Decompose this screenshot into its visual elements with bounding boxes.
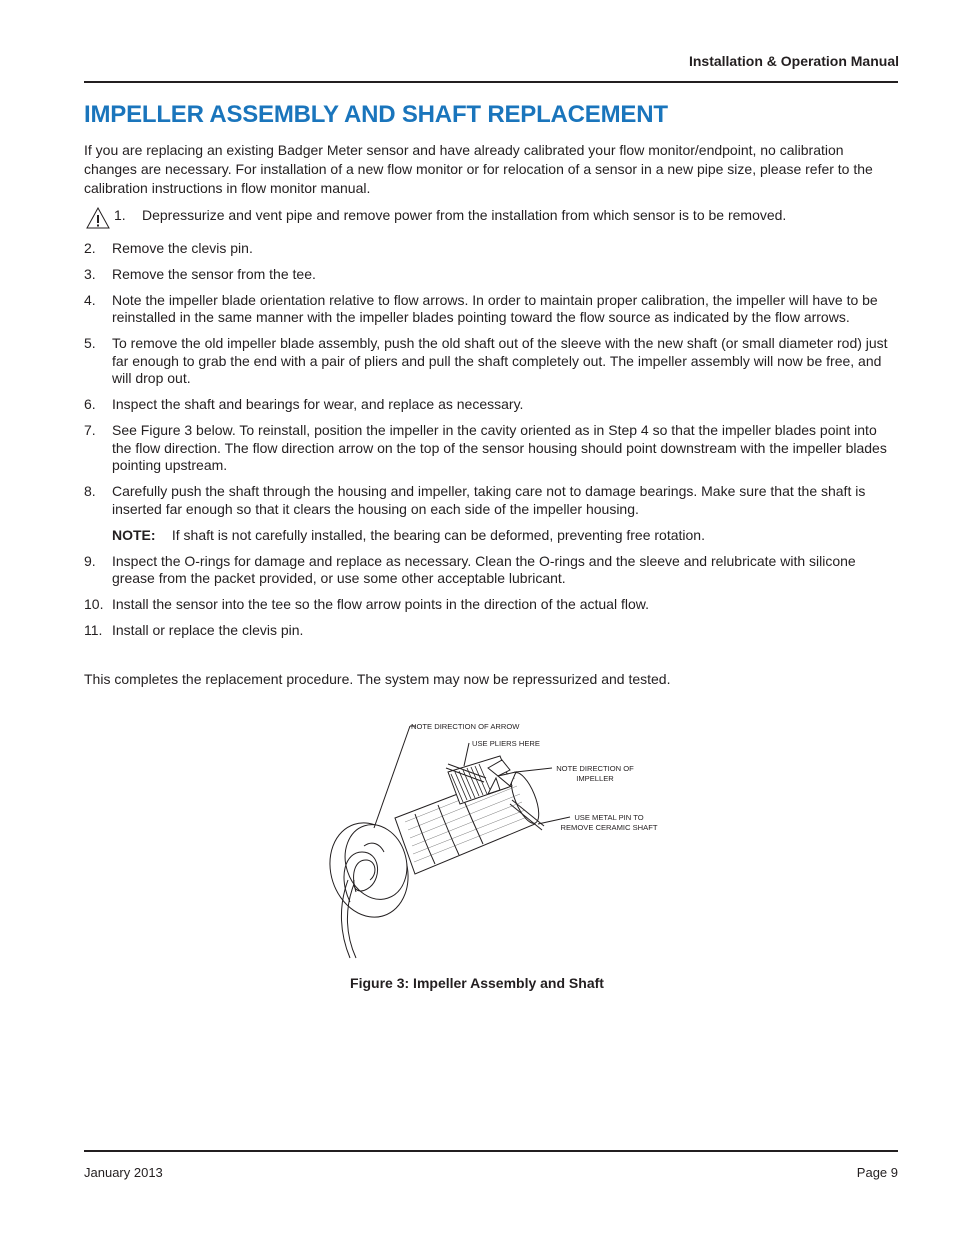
step-number: 10. xyxy=(84,596,104,612)
step-text: Depressurize and vent pipe and remove power from the installation from which sensor is to be removed. xyxy=(142,207,787,223)
step-10 xyxy=(84,596,896,614)
step-11 xyxy=(84,622,896,640)
step-5 xyxy=(84,335,896,388)
label-use-pliers-here: USE PLIERS HERE xyxy=(472,739,540,748)
step-text: Inspect the O-rings for damage and replace as necessary. Clean the O-rings and the sleeve and relubricate with silicone grease from the packet provided, or use some other acceptable lubricant. xyxy=(112,552,856,586)
step-number: 1. xyxy=(114,207,126,223)
figure-caption: Figure 3: Impeller Assembly and Shaft xyxy=(350,975,604,991)
step-number: 7. xyxy=(84,422,96,438)
step-text: Note the impeller blade orientation relative to flow arrows. In order to maintain proper calibration, the impeller will have to be reinstalled in the same manner with the impeller blades pointing toward the flow source as indicated by the flow arrows. xyxy=(112,291,878,325)
step-text: Remove the clevis pin. xyxy=(112,239,253,256)
note xyxy=(84,527,896,545)
procedure-steps xyxy=(84,207,896,648)
step-text: Install the sensor into the tee so the flow arrow points in the direction of the actual flow. xyxy=(112,596,649,612)
step-1 xyxy=(84,207,896,225)
step-7 xyxy=(84,422,896,475)
step-number: 4. xyxy=(84,291,96,308)
step-text: To remove the old impeller blade assembly, push the old shaft out of the sleeve with the new shaft (or small diameter rod) just far enough to grab the end with a pair of pliers and pull the shaft completely out. The impeller assembly will now be free, and will drop out. xyxy=(112,335,888,386)
impeller-assembly-illustration xyxy=(320,712,680,968)
header-rule xyxy=(84,81,898,83)
step-4 xyxy=(84,292,896,327)
note-text: If shaft is not carefully installed, the bearing can be deformed, preventing free rotation. xyxy=(171,526,705,543)
step-number: 3. xyxy=(84,265,96,282)
step-number: 6. xyxy=(84,396,96,412)
note-label: NOTE: xyxy=(112,526,156,543)
step-number: 9. xyxy=(84,552,96,569)
step-number: 11. xyxy=(84,622,103,638)
footer-page-number: Page 9 xyxy=(856,1165,898,1180)
step-2 xyxy=(84,240,896,258)
page-title: IMPELLER ASSEMBLY AND SHAFT REPLACEMENT xyxy=(84,101,668,128)
step-number: 8. xyxy=(84,483,96,499)
closing-paragraph: This completes the replacement procedure. The system may now be repressurized and tested. xyxy=(84,671,671,687)
label-use-metal-pin-2: REMOVE CERAMIC SHAFT xyxy=(560,823,658,832)
step-number: 5. xyxy=(84,335,96,351)
label-note-direction-of-impeller-1: NOTE DIRECTION OF xyxy=(556,764,634,773)
label-note-direction-of-impeller-2: IMPELLER xyxy=(576,774,614,783)
step-text: See Figure 3 below. To reinstall, position the impeller in the cavity oriented as in Step 4 so that the impeller blades point into the flow direction. The flow direction arrow on the top of the sensor housing should point downstream with the impeller blades pointing upstream. xyxy=(112,422,887,473)
step-8 xyxy=(84,483,896,518)
warning-icon xyxy=(86,207,110,229)
step-number: 2. xyxy=(84,239,96,256)
footer-date: January 2013 xyxy=(84,1165,163,1180)
footer-rule xyxy=(84,1150,898,1152)
label-use-metal-pin-1: USE METAL PIN TO xyxy=(574,813,644,822)
step-text: Install or replace the clevis pin. xyxy=(112,622,304,638)
step-6 xyxy=(84,396,896,414)
step-text: Inspect the shaft and bearings for wear, and replace as necessary. xyxy=(112,396,524,412)
impeller-figure xyxy=(320,712,680,968)
intro-paragraph: If you are replacing an existing Badger Meter sensor and have already calibrated your flow monitor/endpoint, no calibration changes are necessary. For installation of a new flow monitor or for relocation of a sensor in a new pipe size, please refer to the calibration instructions in flow monitor manual. xyxy=(84,142,873,196)
header-title: Installation & Operation Manual xyxy=(688,53,899,69)
step-3 xyxy=(84,266,896,284)
step-text: Carefully push the shaft through the housing and impeller, taking care not to damage bearings. Make sure that the shaft is inserted far enough so that it clears the housing on each side of the impeller housing. xyxy=(112,483,866,517)
label-note-direction-of-arrow: NOTE DIRECTION OF ARROW xyxy=(411,722,520,731)
step-text: Remove the sensor from the tee. xyxy=(112,265,316,282)
step-9 xyxy=(84,553,896,588)
